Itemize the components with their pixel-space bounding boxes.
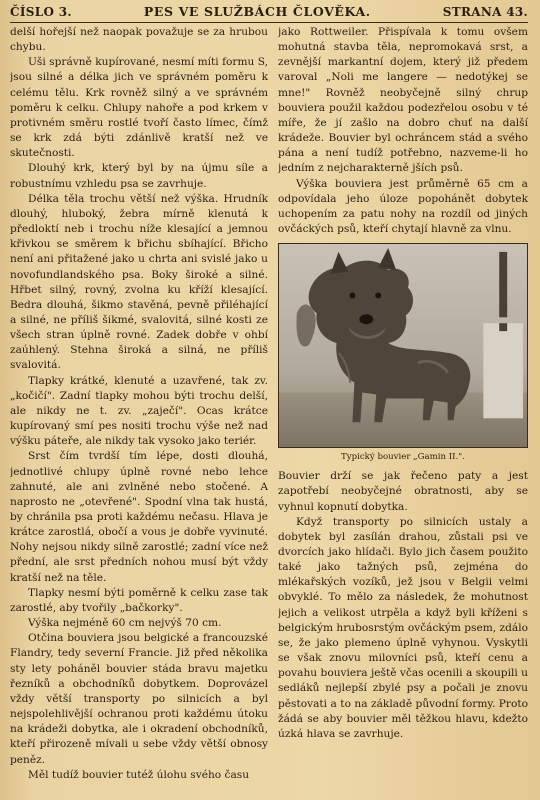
paragraph: delší hořejší než naopak považuje se za hrubou chybu. xyxy=(10,26,268,54)
paragraph: Uši správně kupírované, nesmí míti formu S, jsou silné a délka jich ve správném poměru k celému tělu. Krk rovněž silný a ve správném poměru k celku. Chlupy nahoře a pod krkem v protivném směru rostlé tvoří často límec, čímž se krk zdá býti zdánlivě kratší než ve skutečnosti. xyxy=(10,56,268,160)
issue-number: ČÍSLO 3. xyxy=(10,5,72,19)
left-column xyxy=(10,25,268,800)
paragraph: Když transporty po silnicích ustaly a dobytek byl zasílán drahou, zůstali psi ve dvorcích jako hlídači. Bylo jich časem použito také jako tažných psů, zejména do mlékařských vozíků, jež jsou v Belgii velmi obvyklé. To mělo za následek, že mohutnost jejich a velikost utrpěla a když byli kříženi s belgickým hrubosrstým ovčáckým psem, zdálo se, že jako plemeno úplně vyhynou. Vyskytli se však znovu milovníci psů, kteří cenu a povahu bouviera ještě včas ocenili a skoupili u sedláků nejlepší zbylé psy a počali je znovu pěstovati a to na základě původní formy. Proto žádá se aby bouvier měl těžkou hlavu, kdežto úzká hlava se zavrhuje. xyxy=(278,515,528,740)
paragraph: Měl tudíž bouvier tutéž úlohu svého času xyxy=(28,768,250,781)
paragraph: Tlapky nesmí býti poměrně k celku zase tak zarostlé, aby tvořily „bačkorky". xyxy=(10,586,268,614)
paragraph: Dlouhý krk, který byl by na újmu síle a robustnímu vzhledu psa se zavrhuje. xyxy=(10,162,268,190)
journal-title: PES VE SLUŽBÁCH ČLOVĚKA. xyxy=(143,4,371,19)
paragraph: Tlapky krátké, klenuté a uzavřené, tak zv. „kočičí". Zadní tlapky mohou býti trochu delší, ale nikdy ne t. zv. „zaječí". Ocas krátce kupírovaný smí pes nositi trochu výše než nad výšku páteře, ale nikdy tak vysoko jako teriér. xyxy=(10,374,268,448)
paragraph: Výška bouviera jest průměrně 65 cm a odpovídala jeho úloze popohánět dobytek uchopením za patu nohy na rozdíl od jiných ovčáckých psů, kteří chytají hlavně za vlnu. xyxy=(278,177,528,236)
paragraph: Otčina bouviera jsou belgické a francouzské Flandry, tedy severní Francie. Již před několika sty lety poháněl bouvier stáda bravu majetku řezníků a obchodníků dobytkem. Doprovázel vždy větší transporty po silnicích a byl nejspolehlivější ochranou proti každému útoku na krádeži dobytka, ale i okradení obchodníků, kteří přirozeně mívali u sebe vždy větší obnosy peněz. xyxy=(10,632,268,766)
article-columns xyxy=(10,25,528,800)
page-header xyxy=(10,4,528,23)
paragraph: Délka těla trochu větší než výška. Hrudník dlouhý, hluboký, žebra mírně klenutá k předloktí neb i trochu níže klesající a jemnou křivkou se směrem k břichu sbíhající. Břicho není ani přitažené jako u chrta ani svislé jako u novofundlandského psa. Boky široké a silné. Hřbet silný, rovný, zvolna ku kříží klesající. Bedra dlouhá, šikmo stavěná, pevně přiléhající a silné, ne příliš šikmé, svalovitá, silné kosti ze všech stran úplně rovné. Zadek dobře v ohbí zaúhlený. Stehna široká a silná, ne příliš svalovitá. xyxy=(10,192,268,372)
paragraph: Srst čím tvrdší tím lépe, dosti dlouhá, jednotlivé chlupy úplně rovné nebo lehce zahnuté, ale ani zvlněné nebo stočené. A naprosto ne „otevřené". Spodní vlna tak hustá, by chránila psa proti každému nečasu. Hlava je krátce zarostlá, obočí a vous je dobře vyvinuté. Nohy nejsou nikdy silně zarostlé; zadní více než přední, ale srst předních nohou musí být vždy kratší než na těle. xyxy=(10,450,268,584)
right-column xyxy=(278,25,528,800)
photo-caption: Typický bouvier „Gamin II.". xyxy=(341,452,465,463)
page-number: STRANA 43. xyxy=(442,5,528,19)
paragraph: jako Rottweiler. Přispívala k tomu ovšem mohutná stavba těla, nepromokavá srst, a zevnější markantní dojem, který již předem varoval „Noli me langere — nedotýkej se mne!" Rovněž neobyčejně silný chrup bouviera použil každou podezřelou osobu v té míře, že jí zašlo na dobro chuť na další krádeže. Bouvier byl ochráncem stád a svého pána a není tudíž potřebno, nazveme-li ho jedním z nejcharakterně jších psů. xyxy=(278,26,528,175)
paragraph: Výška nejméně 60 cm nejvýš 70 cm. xyxy=(28,617,222,630)
bouvier-photo xyxy=(278,243,528,448)
paragraph: Bouvier drží se jak řečeno paty a jest zapotřebí neobyčejné obratnosti, aby se vyhnul kopnutí dobytka. xyxy=(278,470,528,513)
